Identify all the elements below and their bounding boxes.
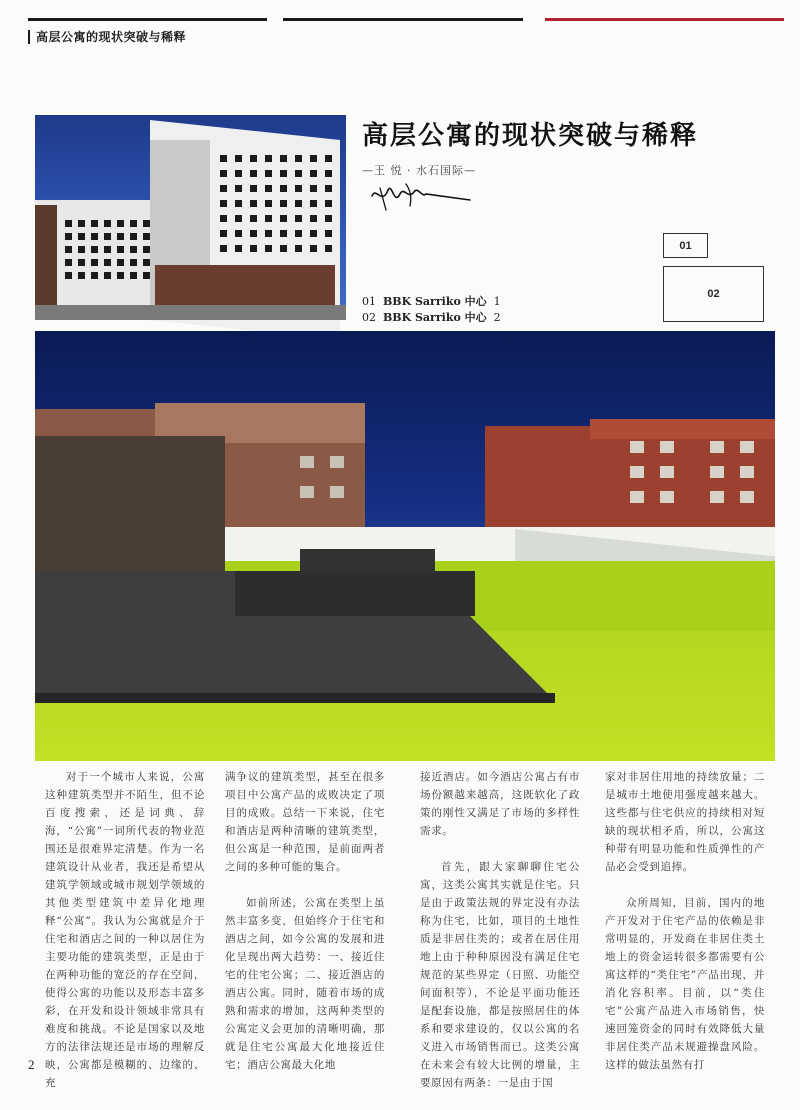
photo-building-exterior — [35, 115, 346, 320]
body-column-2 — [225, 768, 385, 1092]
paragraph: 接近酒店。如今酒店公寓占有市场份额越来越高，这既软化了政策的刚性又满足了市场的多样性需求。 — [420, 771, 580, 837]
header-rule-left — [28, 18, 267, 21]
body-column-4 — [605, 768, 765, 1092]
header-rule-middle — [283, 18, 523, 21]
figure-captions — [362, 294, 501, 326]
paragraph: 如前所述，公寓在类型上虽然丰富多变，但始终介于住宅和酒店之间，如今公寓的发展和进化呈现出两大趋势：一、接近住宅的住宅公寓；二、接近酒店的酒店公寓。同时，随着市场的成熟和需求的增加，这两种类型的公寓定义会更加的清晰明确，那就是住宅公寓最大化地接近住宅；酒店公寓最大化地 — [225, 897, 385, 1071]
paragraph: 对于一个城市人来说，公寓这种建筑类型并不陌生，但不论百度搜索，还是词典、辞海，“公寓”一词所代表的物业范围还是很难界定清楚。作为一名建筑设计从业者，我还是希望从建筑学领域或城市规划学领域的其他类型建筑中差异化地理释“公寓”。我认为公寓就是介于住宅和酒店之间的一种以居住为主要功能的建筑类型，正是由于在两种功能的宽泛的存在空间，使得公寓的功能以及形态丰富多彩，在开发和设计领域非常具有难度和挑战。不论是国家以及地方的法律法规还是市场的理解反映，公寓都是模糊的、边缘的、充 — [45, 771, 205, 1089]
article-title: 高层公寓的现状突破与稀释 — [362, 121, 699, 151]
caption-01: 01 BBK Sarriko 中心 1 — [362, 295, 501, 308]
figure-box-02: 02 — [663, 266, 764, 322]
paragraph: 家对非居住用地的持续放量；二是城市土地使用强度越来越大。这些都与住宅供应的持续相对短缺的现状相矛盾，所以，公寓这种带有明显功能和性质弹性的产品必会受到追捧。 — [605, 771, 765, 873]
paragraph: 满争议的建筑类型，甚至在很多项目中公寓产品的成败决定了项目的成败。总结一下来说，住宅和酒店是两种清晰的建筑类型，但公寓是一种范围，是前面两者之间的多种可能的集合。 — [225, 771, 385, 873]
paragraph: 众所周知，目前，国内的地产开发对于住宅产品的依赖是非常明显的，开发商在非居住类土地上的资金运转很多都需要有公寓这样的“类住宅”产品出现，并消化容积率。目前，以“类住宅”公寓产品进入市场销售，快速回笼资金的同时有效降低大量非居住类产品未规避操盘风险。这样的做法虽然有打 — [605, 897, 765, 1071]
body-column-1 — [45, 768, 205, 1110]
paragraph: 首先，跟大家聊聊住宅公寓，这类公寓其实就是住宅。只是由于政策法规的界定没有办法称为住宅，比如，项目的土地性质是非居住类的；或者在居住用地上由于种种原因没有满足住宅规范的某些界定（日照、功能空间面积等），不论是平面功能还是配套设施，都是按照居住的体系和要求建设的，仅以公寓的名义进入市场销售而已。这类公寓在未来会有较大比例的增量，主要原因有两条：一是由于国 — [420, 861, 580, 1089]
running-head: 高层公寓的现状突破与稀释 — [28, 30, 186, 44]
article-byline: —王 悦 · 水石国际— — [362, 164, 476, 177]
article-title-block — [362, 115, 762, 178]
author-signature — [366, 176, 476, 216]
photo-roof-garden — [35, 331, 775, 761]
page-number: 2 — [28, 1057, 35, 1072]
header-rule-right-accent — [545, 18, 784, 21]
caption-02: 02 BBK Sarriko 中心 2 — [362, 311, 501, 324]
figure-box-01: 01 — [663, 233, 708, 258]
body-column-3 — [420, 768, 580, 1110]
article-body — [45, 768, 780, 1089]
